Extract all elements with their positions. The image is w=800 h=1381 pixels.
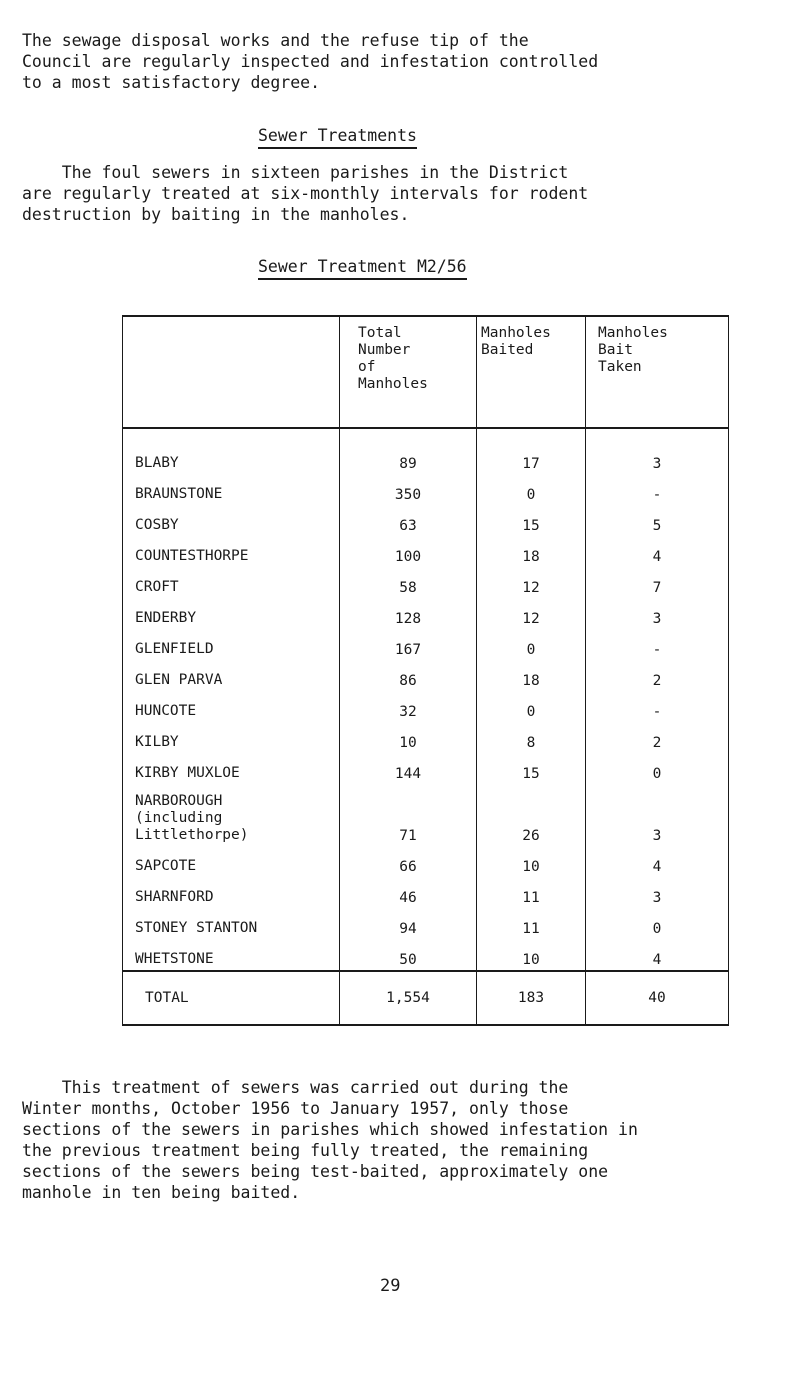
baited-cell: 8: [477, 722, 586, 753]
table-row: [123, 660, 729, 691]
bait-taken-cell: -: [586, 474, 729, 505]
total-manholes-cell: 46: [340, 877, 477, 908]
baited-cell: 10: [477, 939, 586, 971]
total-manholes-cell: 167: [340, 629, 477, 660]
table-row: [123, 691, 729, 722]
bait-taken-cell: 2: [586, 722, 729, 753]
total-manholes-cell: 71: [340, 784, 477, 846]
parish-cell: CROFT: [123, 567, 340, 598]
table-row: [123, 877, 729, 908]
total-manholes: 1,554: [340, 971, 477, 1025]
page-number: 29: [380, 1276, 401, 1296]
table-heading: [258, 256, 467, 280]
baited-cell: 12: [477, 598, 586, 629]
baited-cell: 17: [477, 428, 586, 474]
bait-taken-cell: 4: [586, 536, 729, 567]
baited-cell: 26: [477, 784, 586, 846]
table-row: [123, 939, 729, 971]
closing-paragraph: This treatment of sewers was carried out during the Winter months, October 1956 to January 1957, only those sections of the sewers in parishes which showed infestation in the previous treatment being fully treated, the remaining sections of the sewers being test-baited, approximately one manhole in ten being baited.: [22, 1078, 638, 1202]
total-manholes-cell: 86: [340, 660, 477, 691]
total-manholes-cell: 128: [340, 598, 477, 629]
parish-cell: HUNCOTE: [123, 691, 340, 722]
parish-cell: STONEY STANTON: [123, 908, 340, 939]
total-manholes-cell: 32: [340, 691, 477, 722]
parish-cell: GLEN PARVA: [123, 660, 340, 691]
baited-cell: 18: [477, 536, 586, 567]
bait-taken-cell: 7: [586, 567, 729, 598]
total-manholes-cell: 89: [340, 428, 477, 474]
header-total-manholes: Total Number of Manholes: [340, 316, 477, 428]
baited-cell: 0: [477, 691, 586, 722]
header-bait-taken: Manholes Bait Taken: [586, 316, 729, 428]
baited-cell: 0: [477, 474, 586, 505]
table-header-row: [123, 316, 729, 428]
bait-taken-cell: 4: [586, 846, 729, 877]
parish-cell: SAPCOTE: [123, 846, 340, 877]
parish-cell: WHETSTONE: [123, 939, 340, 971]
header-parish: [123, 316, 340, 428]
parish-cell: KIRBY MUXLOE: [123, 753, 340, 784]
bait-taken-cell: 3: [586, 877, 729, 908]
table-row: [123, 428, 729, 474]
baited-cell: 12: [477, 567, 586, 598]
bait-taken-cell: 5: [586, 505, 729, 536]
section-heading: [258, 125, 417, 149]
total-bait-taken: 40: [586, 971, 729, 1025]
bait-taken-cell: 3: [586, 428, 729, 474]
table-row: [123, 598, 729, 629]
table-row: [123, 505, 729, 536]
baited-cell: 15: [477, 753, 586, 784]
intro-paragraph: The sewage disposal works and the refuse tip of the Council are regularly inspected and infestation controlled to a most satisfactory degree.: [22, 31, 599, 92]
bait-taken-cell: 0: [586, 908, 729, 939]
parish-cell: COSBY: [123, 505, 340, 536]
table-row: [123, 567, 729, 598]
baited-cell: 0: [477, 629, 586, 660]
bait-taken-cell: 4: [586, 939, 729, 971]
total-manholes-cell: 66: [340, 846, 477, 877]
parish-cell: KILBY: [123, 722, 340, 753]
section-heading-text: Sewer Treatments: [258, 126, 417, 145]
bait-taken-cell: -: [586, 629, 729, 660]
bait-taken-cell: 3: [586, 784, 729, 846]
baited-cell: 10: [477, 846, 586, 877]
baited-cell: 18: [477, 660, 586, 691]
table-heading-underline: [258, 278, 467, 280]
table-row: [123, 536, 729, 567]
bait-taken-cell: 2: [586, 660, 729, 691]
header-manholes-baited: Manholes Baited: [477, 316, 586, 428]
bait-taken-cell: 0: [586, 753, 729, 784]
total-manholes-cell: 100: [340, 536, 477, 567]
body-paragraph: The foul sewers in sixteen parishes in the District are regularly treated at six-monthly intervals for rodent destruction by baiting in the manholes.: [22, 163, 589, 224]
baited-cell: 15: [477, 505, 586, 536]
parish-cell: ENDERBY: [123, 598, 340, 629]
table-total-row: [123, 971, 729, 1025]
total-manholes-cell: 63: [340, 505, 477, 536]
total-manholes-cell: 58: [340, 567, 477, 598]
table-row: [123, 629, 729, 660]
parish-cell: COUNTESTHORPE: [123, 536, 340, 567]
table-heading-text: Sewer Treatment M2/56: [258, 257, 467, 276]
total-manholes-cell: 144: [340, 753, 477, 784]
total-baited: 183: [477, 971, 586, 1025]
total-label: TOTAL: [123, 971, 340, 1025]
baited-cell: 11: [477, 877, 586, 908]
table-row: [123, 846, 729, 877]
sewer-treatment-table: [122, 315, 729, 1026]
table-row: [123, 722, 729, 753]
table-row: [123, 753, 729, 784]
parish-cell: BLABY: [123, 428, 340, 474]
parish-cell: BRAUNSTONE: [123, 474, 340, 505]
table-body: [123, 428, 729, 971]
bait-taken-cell: -: [586, 691, 729, 722]
table-row: [123, 908, 729, 939]
parish-cell: NARBOROUGH (including Littlethorpe): [123, 784, 340, 846]
bait-taken-cell: 3: [586, 598, 729, 629]
section-heading-underline: [258, 147, 417, 149]
baited-cell: 11: [477, 908, 586, 939]
total-manholes-cell: 94: [340, 908, 477, 939]
total-manholes-cell: 50: [340, 939, 477, 971]
table-row: [123, 474, 729, 505]
table-row: [123, 784, 729, 846]
parish-cell: SHARNFORD: [123, 877, 340, 908]
total-manholes-cell: 10: [340, 722, 477, 753]
parish-cell: GLENFIELD: [123, 629, 340, 660]
total-manholes-cell: 350: [340, 474, 477, 505]
